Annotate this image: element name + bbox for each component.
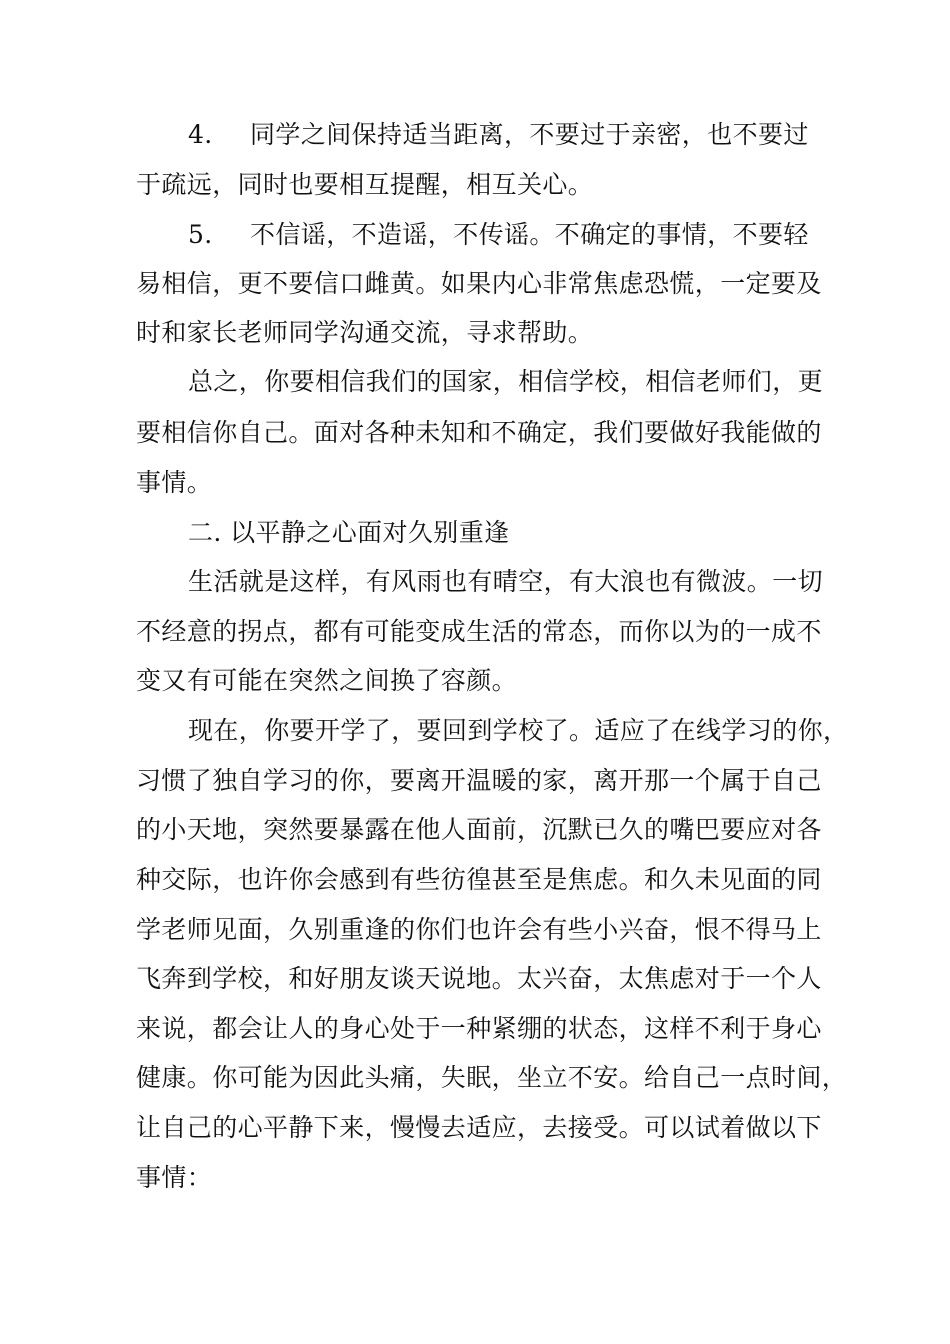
now-paragraph-line-2: 习惯了独自学习的你，要离开温暖的家，离开那一个属于自己: [136, 766, 822, 795]
now-paragraph-line-7: 来说，都会让人的身心处于一种紧绷的状态，这样不利于身心: [136, 1014, 822, 1043]
paragraph-5-text-1: 不信谣，不造谣，不传谣。不确定的事情，不要轻: [250, 220, 809, 249]
summary-line-1: 总之，你要相信我们的国家，相信学校，相信老师们，更: [188, 367, 824, 396]
list-number-4: 4.: [188, 120, 213, 149]
paragraph-4-text-1: 同学之间保持适当距离，不要过于亲密，也不要过: [250, 120, 809, 149]
summary-line-3: 事情。: [136, 468, 213, 497]
paragraph-5-line-3: 时和家长老师同学沟通交流，寻求帮助。: [136, 318, 594, 347]
now-paragraph-line-5: 学老师见面，久别重逢的你们也许会有些小兴奋，恨不得马上: [136, 915, 822, 944]
now-paragraph-line-4: 种交际，也许你会感到有些彷徨甚至是焦虑。和久未见面的同: [136, 865, 822, 894]
now-paragraph-line-3: 的小天地，突然要暴露在他人面前，沉默已久的嘴巴要应对各: [136, 815, 822, 844]
summary-line-2: 要相信你自己。面对各种未知和不确定，我们要做好我能做的: [136, 418, 822, 447]
section-heading: 二. 以平静之心面对久别重逢: [188, 518, 510, 547]
now-paragraph-line-9: 让自己的心平静下来，慢慢去适应，去接受。可以试着做以下: [136, 1113, 822, 1142]
life-paragraph-line-3: 变又有可能在突然之间换了容颜。: [136, 666, 518, 695]
now-paragraph-line-8: 健康。你可能为因此头痛，失眠，坐立不安。给自己一点时间，: [136, 1063, 848, 1092]
list-number-5: 5.: [188, 220, 213, 249]
paragraph-5-line-2: 易相信，更不要信口雌黄。如果内心非常焦虑恐慌，一定要及: [136, 269, 822, 298]
life-paragraph-line-1: 生活就是这样，有风雨也有晴空，有大浪也有微波。一切: [188, 567, 824, 596]
paragraph-4-line-2: 于疏远，同时也要相互提醒，相互关心。: [136, 170, 594, 199]
now-paragraph-line-6: 飞奔到学校，和好朋友谈天说地。太兴奋，太焦虑对于一个人: [136, 964, 822, 993]
life-paragraph-line-2: 不经意的拐点，都有可能变成生活的常态，而你以为的一成不: [136, 617, 822, 646]
now-paragraph-line-10: 事情：: [136, 1163, 213, 1192]
paragraph-4-line-1: [188, 115, 878, 155]
paragraph-5-line-1: [188, 215, 878, 255]
now-paragraph-line-1: 现在，你要开学了，要回到学校了。适应了在线学习的你，: [188, 716, 849, 745]
